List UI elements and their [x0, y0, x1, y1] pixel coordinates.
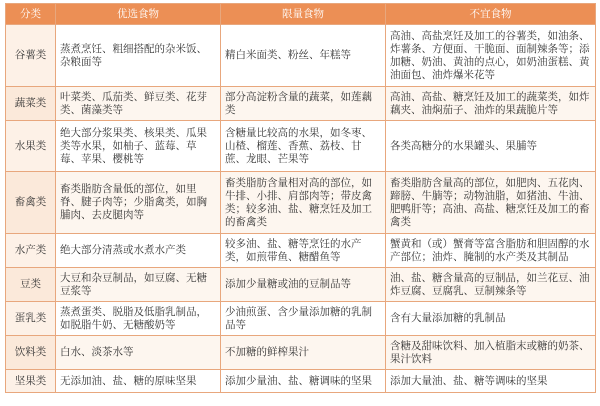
row-avoid: 含糖及甜味饮料、加入植脂末或糖的奶茶、果汁饮料: [386, 336, 596, 370]
table-row: [6, 370, 596, 393]
row-category: 饮料类: [6, 336, 56, 370]
header-limited: 限量食物: [221, 4, 386, 25]
table-row: [6, 121, 596, 172]
row-category: 豆类: [6, 268, 56, 302]
table-row: [6, 25, 596, 87]
row-category: 蔬菜类: [6, 87, 56, 121]
row-avoid: 各类高糖分的水果罐头、果脯等: [386, 121, 596, 172]
table-row: [6, 172, 596, 234]
row-category: 水果类: [6, 121, 56, 172]
table-row: [6, 268, 596, 302]
row-avoid: 含有大量添加糖的乳制品: [386, 302, 596, 336]
row-limited: 不加糖的鲜榨果汁: [221, 336, 386, 370]
row-limited: 添加少量油、盐、糖调味的坚果: [221, 370, 386, 393]
row-avoid: 蟹黄和（或）蟹膏等富含脂肪和胆固醇的水产部位；油炸、腌制的水产类及其制品: [386, 234, 596, 268]
row-preferred: 畜类脂肪含量低的部位，如里脊、腱子肉等；少脂禽类，如胸脯肉、去皮腿肉等: [56, 172, 221, 234]
table-header-row: [6, 4, 596, 25]
row-limited: 较多油、盐、糖等烹饪的水产类，如煎带鱼、糖醋鱼等: [221, 234, 386, 268]
row-preferred: 大豆和杂豆制品，如豆腐、无糖豆浆等: [56, 268, 221, 302]
table-row: [6, 87, 596, 121]
food-guide-table: [5, 3, 596, 393]
row-preferred: 绝大部分浆果类、核果类、瓜果类等水果，如柚子、蓝莓、草莓、苹果、樱桃等: [56, 121, 221, 172]
row-avoid: 添加大量油、盐、糖等调味的坚果: [386, 370, 596, 393]
row-limited: 添加少量糖或油的豆制品等: [221, 268, 386, 302]
table-row: [6, 234, 596, 268]
row-preferred: 白水、淡茶水等: [56, 336, 221, 370]
row-limited: 含糖量比较高的水果，如冬枣、山楂、榴莲、香蕉、荔枝、甘蔗、龙眼、芒果等: [221, 121, 386, 172]
header-avoid: 不宜食物: [386, 4, 596, 25]
row-avoid: 高油、高盐、糖烹饪及加工的蔬菜类，如炸藕夹、油焖茄子、油炸的果蔬脆片等: [386, 87, 596, 121]
row-avoid: 油、盐、糖含量高的豆制品，如兰花豆、油炸豆腐、豆腐乳、豆制辣条等: [386, 268, 596, 302]
row-category: 谷薯类: [6, 25, 56, 87]
row-limited: 部分高淀粉含量的蔬菜，如莲藕类: [221, 87, 386, 121]
row-limited: 少油煎蛋、含少量添加糖的乳制品等: [221, 302, 386, 336]
row-avoid: 畜类脂肪含量高的部位，如肥肉、五花肉、蹄膀、牛腩等；动物油脂，如猪油、牛油、肥鸭肝等；高油、高盐、糖烹饪及加工的畜禽类: [386, 172, 596, 234]
row-category: 畜禽类: [6, 172, 56, 234]
table-row: [6, 336, 596, 370]
row-preferred: 绝大部分清蒸或水煮水产类: [56, 234, 221, 268]
food-guide-table-container: [5, 3, 595, 403]
row-avoid: 高油、高盐烹饪及加工的谷薯类，如油条、炸薯条、方便面、干脆面、面制辣条等；添加糖、奶油、黄油的点心，如奶油蛋糕、黄油面包、油炸爆米花等: [386, 25, 596, 87]
header-preferred: 优选食物: [56, 4, 221, 25]
row-preferred: 蒸煮蛋类、脱脂及低脂乳制品，如脱脂牛奶、无糖酸奶等: [56, 302, 221, 336]
header-category: 分类: [6, 4, 56, 25]
row-preferred: 蒸煮烹饪、粗细搭配的杂米饭、杂粮面等: [56, 25, 221, 87]
row-category: 坚果类: [6, 370, 56, 393]
table-row: [6, 302, 596, 336]
row-limited: 精白米面类、粉丝、年糕等: [221, 25, 386, 87]
row-preferred: 叶菜类、瓜茄类、鲜豆类、花芽类、菌藻类等: [56, 87, 221, 121]
row-preferred: 无添加油、盐、糖的原味坚果: [56, 370, 221, 393]
row-category: 蛋乳类: [6, 302, 56, 336]
row-category: 水产类: [6, 234, 56, 268]
row-limited: 畜类脂肪含量相对高的部位，如牛排、小排、肩部肉等；带皮禽类；较多油、盐、糖烹饪及加工的畜禽类: [221, 172, 386, 234]
